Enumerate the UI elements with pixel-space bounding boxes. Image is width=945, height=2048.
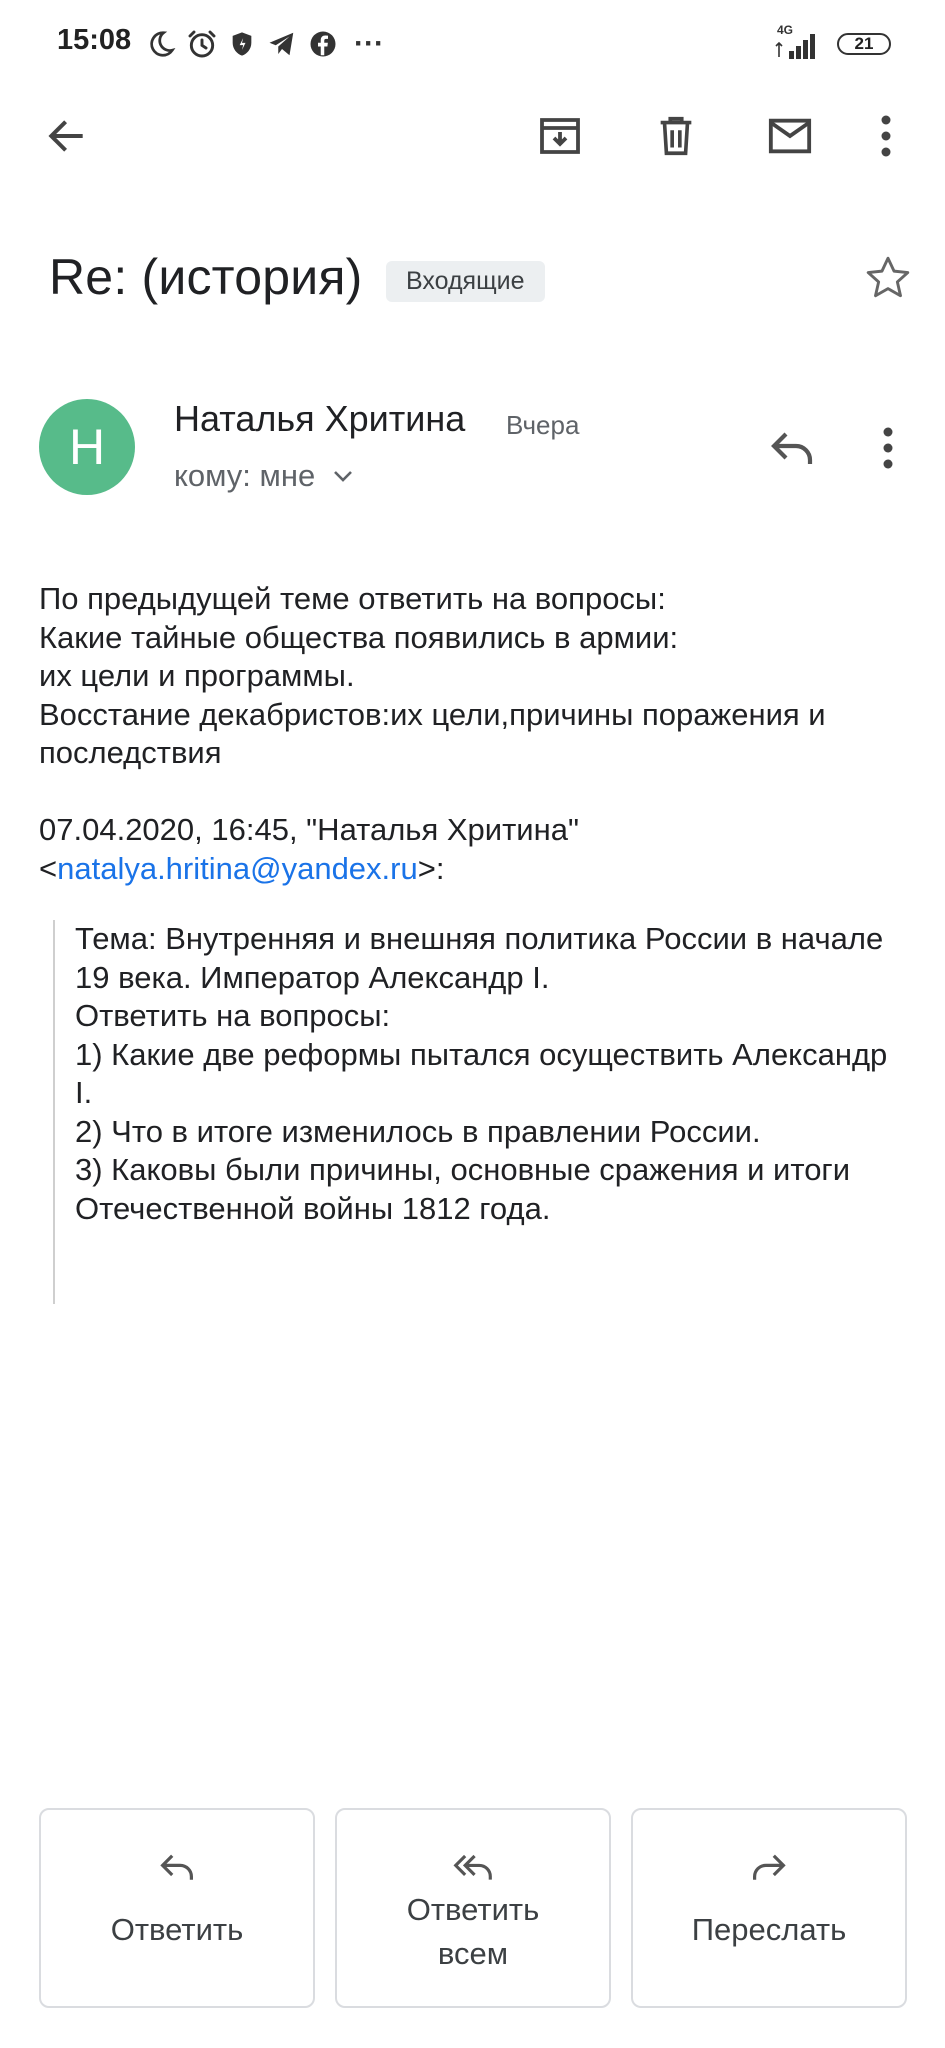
reply-label: Ответить <box>110 1912 244 1947</box>
more-vert-icon <box>882 426 894 470</box>
back-arrow-icon <box>44 114 88 158</box>
inbox-label-chip[interactable]: Входящие <box>386 261 545 302</box>
status-time: 15:08 <box>57 24 132 56</box>
forward-icon <box>749 1851 789 1883</box>
quote-header: 07.04.2020, 16:45, "Наталья Хритина" <box>39 812 579 847</box>
sender-name: Наталья Хритина <box>174 398 466 439</box>
reply-button[interactable] <box>762 418 822 478</box>
quoted-message <box>53 920 903 1304</box>
email-body <box>39 580 909 888</box>
body-line: Какие тайные общества появились в армии: <box>39 619 679 655</box>
mark-unread-icon <box>765 113 815 159</box>
reply-icon <box>157 1851 197 1883</box>
mark-unread-button[interactable] <box>760 106 820 166</box>
quote-line: 2) Что в итоге изменилось в правлении России. <box>75 1113 761 1149</box>
reply-all-label: Ответить всем <box>406 1892 540 1971</box>
quote-email-line: <natalya.hritina@yandex.ru>: <box>39 850 445 886</box>
telegram-icon <box>266 29 298 59</box>
status-notification-icons <box>146 24 384 64</box>
email-subject: Re: (история) <box>49 249 363 305</box>
more-vert-icon <box>880 114 892 158</box>
delete-button[interactable] <box>646 106 706 166</box>
quote-line: 1) Какие две реформы пытался осуществить Александр I. <box>75 1036 888 1110</box>
body-line: Восстание декабристов:их цели,причины поражения и последствия <box>39 696 826 770</box>
reply-all-action-button[interactable] <box>335 1808 611 2008</box>
status-system-icons <box>773 24 891 64</box>
moon-icon <box>146 29 176 59</box>
quote-line: Ответить на вопросы: <box>75 998 391 1033</box>
reply-icon <box>768 428 816 468</box>
forward-action-button[interactable] <box>631 1808 907 2008</box>
quote-line: Тема: Внутренняя и внешняя политика России в начале 19 века. Император Александр I. <box>75 921 884 995</box>
recipient-details-toggle[interactable] <box>174 458 355 494</box>
battery-indicator: 21 <box>837 33 891 55</box>
email-date: Вчера <box>506 410 580 440</box>
facebook-icon <box>308 29 338 59</box>
body-line: их цели и программы. <box>39 658 355 693</box>
reply-all-icon <box>451 1851 495 1883</box>
star-icon <box>863 253 913 303</box>
chevron-down-icon <box>331 468 355 484</box>
sender-avatar: H <box>39 399 135 495</box>
archive-icon <box>536 112 584 160</box>
recipient-label: кому: мне <box>174 458 316 493</box>
alarm-icon <box>186 28 218 60</box>
sender-email-link[interactable]: natalya.hritina@yandex.ru <box>57 850 418 886</box>
delete-icon <box>653 112 699 160</box>
shield-icon <box>228 29 256 59</box>
reply-action-button[interactable] <box>39 1808 315 2008</box>
signal-icon: 4G <box>773 27 823 61</box>
back-button[interactable] <box>38 108 94 164</box>
body-line: По предыдущей теме ответить на вопросы: <box>39 581 666 616</box>
star-button[interactable] <box>858 248 918 308</box>
forward-label: Переслать <box>691 1912 847 1947</box>
archive-button[interactable] <box>530 106 590 166</box>
message-more-button[interactable] <box>868 418 908 478</box>
more-options-button[interactable] <box>866 106 906 166</box>
status-overflow: ··· <box>354 27 384 60</box>
quote-line: 3) Каковы были причины, основные сражения и итоги Отечественной войны 1812 года. <box>75 1152 851 1226</box>
